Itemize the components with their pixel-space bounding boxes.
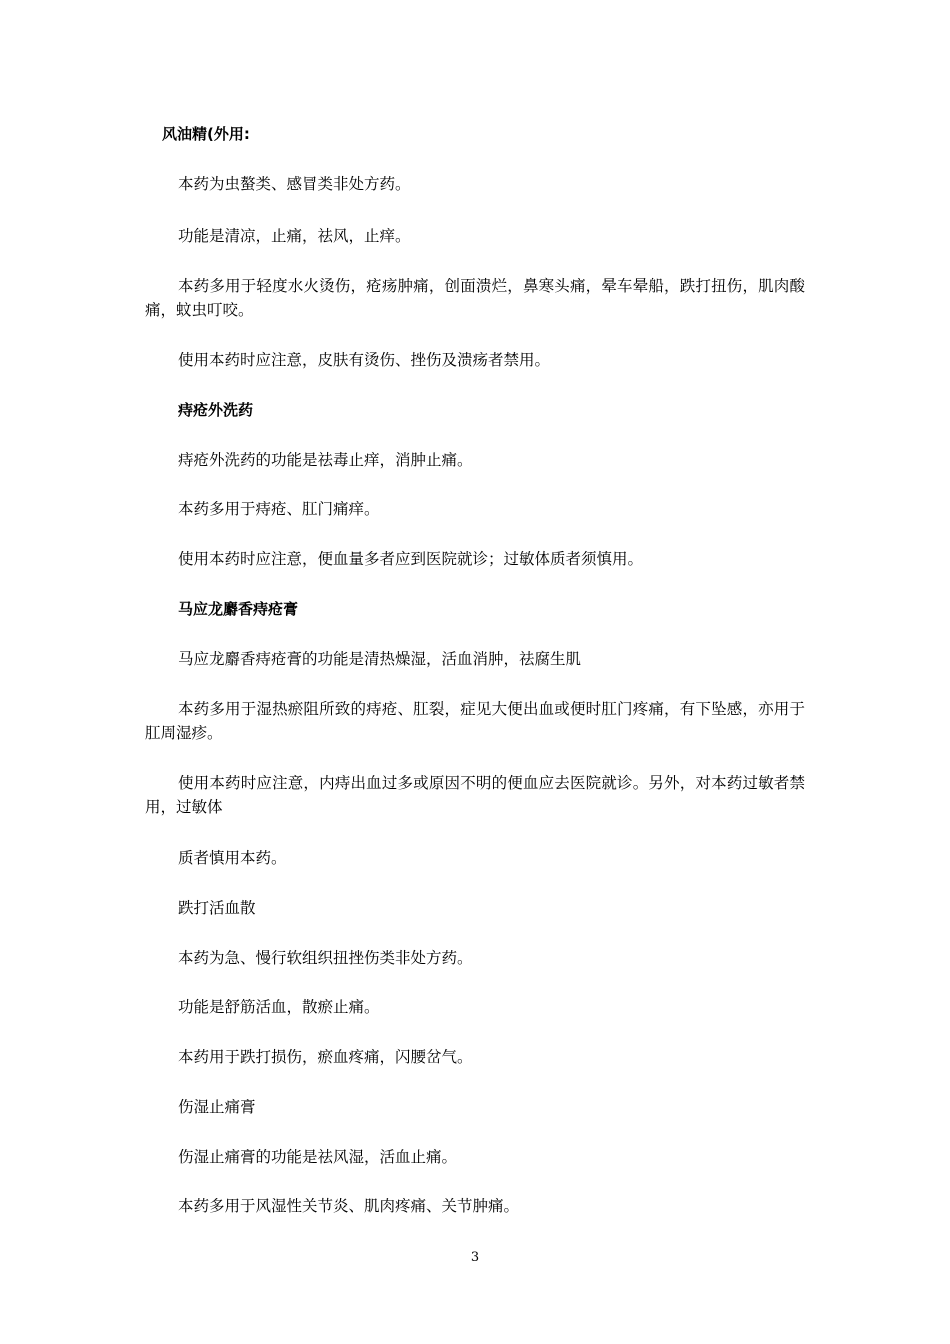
paragraph: 本药多用于湿热瘀阻所致的痔疮、肛裂，症见大便出血或便时肛门疼痛，有下坠感，亦用于肛周湿疹。 xyxy=(145,700,805,742)
paragraph: 本药多用于痔疮、肛门痛痒。 xyxy=(178,500,380,518)
paragraph: 使用本药时应注意，内痔出血过多或原因不明的便血应去医院就诊。另外，对本药过敏者禁用，过敏体 xyxy=(145,774,805,816)
section-heading: 伤湿止痛膏 xyxy=(178,1098,256,1116)
paragraph: 本药为虫螯类、感冒类非处方药。 xyxy=(178,175,411,193)
section-heading: 马应龙麝香痔疮膏 xyxy=(178,600,299,618)
paragraph: 马应龙麝香痔疮膏的功能是清热燥湿，活血消肿，祛腐生肌 xyxy=(178,650,582,668)
paragraph: 本药多用于轻度水火烫伤，疮疡肿痛，创面溃烂，鼻寒头痛，晕车晕船，跌打扭伤，肌肉酸痛，蚊虫叮咬。 xyxy=(145,277,805,319)
paragraph: 功能是清凉，止痛，祛风，止痒。 xyxy=(178,227,411,245)
section-heading: 痔疮外洗药 xyxy=(178,401,254,419)
section-heading: 跌打活血散 xyxy=(178,899,256,917)
paragraph: 本药用于跌打损伤，瘀血疼痛，闪腰岔气。 xyxy=(178,1048,473,1066)
paragraph: 本药多用于风湿性关节炎、肌肉疼痛、关节肿痛。 xyxy=(178,1197,520,1215)
paragraph: 质者慎用本药。 xyxy=(178,849,287,867)
paragraph: 本药为急、慢行软组织扭挫伤类非处方药。 xyxy=(178,949,473,967)
page-number: 3 xyxy=(470,1250,480,1265)
paragraph: 使用本药时应注意，皮肤有烫伤、挫伤及溃疡者禁用。 xyxy=(178,351,551,369)
section-heading: 风油精(外用: xyxy=(162,125,250,143)
paragraph: 痔疮外洗药的功能是祛毒止痒，消肿止痛。 xyxy=(178,451,473,469)
paragraph: 使用本药时应注意，便血量多者应到医院就诊；过敏体质者须慎用。 xyxy=(178,550,644,568)
paragraph: 伤湿止痛膏的功能是祛风湿，活血止痛。 xyxy=(178,1148,458,1166)
paragraph: 功能是舒筋活血，散瘀止痛。 xyxy=(178,998,380,1016)
